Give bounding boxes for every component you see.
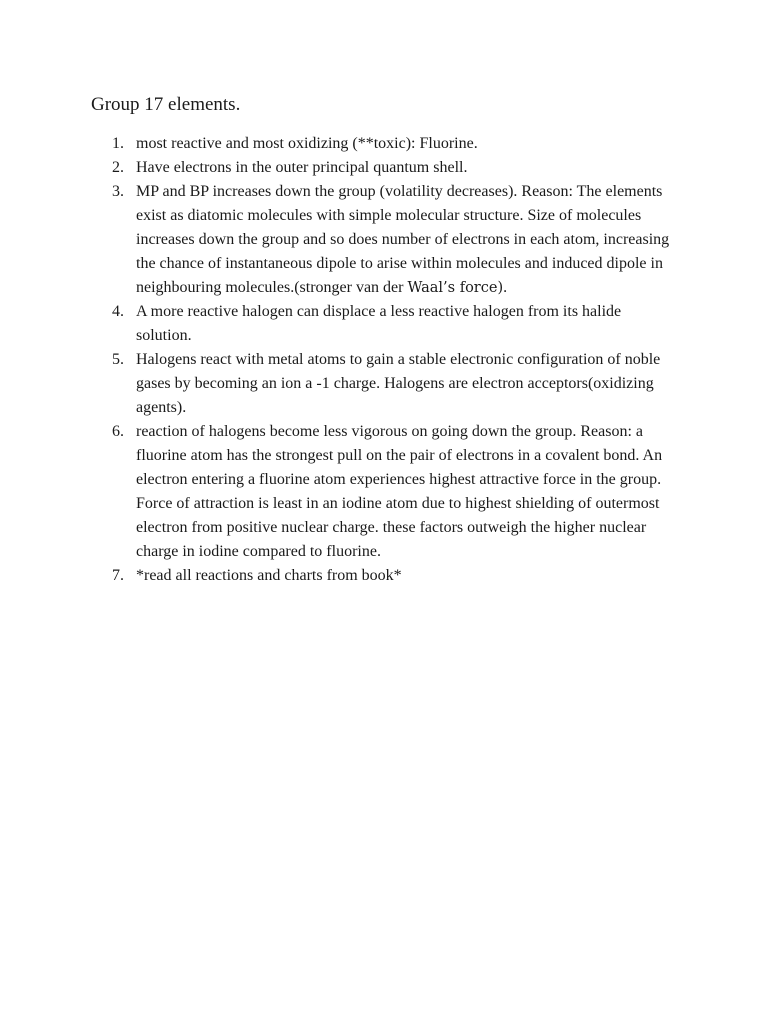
list-item-text: *read all reactions and charts from book* <box>136 567 402 584</box>
list-item-text-block <box>136 180 680 300</box>
list-item <box>0 180 680 300</box>
list-item <box>0 348 680 420</box>
document-title: Group 17 elements. <box>91 94 241 115</box>
list-item-text: Halogens react with metal atoms to gain a stable electronic configuration of noble gases by becoming an ion a -1 charge. Halogens are electron acceptors(oxidizing agents). <box>136 351 661 416</box>
list-item-text: reaction of halogens become less vigorous on going down the group. Reason: a fluorine atom has the strongest pull on the pair of electrons in a covalent bond. An electron entering a fluorine atom experiences highest attractive force in the group. Force of attraction is least in an iodine atom due to highest shielding of outermost electron from positive nuclear charge. these factors outweigh the higher nuclear charge in iodine compared to fluorine. <box>136 423 663 560</box>
list-item <box>0 420 680 564</box>
list-item-text: A more reactive halogen can displace a less reactive halogen from its halide solution. <box>136 303 622 344</box>
list-item-text: MP and BP increases down the group (volatility decreases). Reason: The elements exist as diatomic molecules with simple molecular structure. Size of molecules increases down the group and so does number of electrons in each atom, increasing the chance of instantaneous dipole to arise within molecules and induced dipole in neighbouring molecules.(stronger van der <box>136 183 670 296</box>
list-item-number: 6. <box>112 423 124 440</box>
list-item-text: Have electrons in the outer principal quantum shell. <box>136 159 468 176</box>
list-item-number: 2. <box>112 159 124 176</box>
list-item <box>0 300 680 348</box>
list-item-number: 1. <box>112 135 124 152</box>
list-item-text-alt-font: Waal’s force) <box>407 280 504 296</box>
numbered-list <box>0 132 680 588</box>
list-item-number: 3. <box>112 183 124 200</box>
list-item <box>0 564 680 588</box>
list-item <box>0 132 680 156</box>
list-item-number: 4. <box>112 303 124 320</box>
list-item-number: 7. <box>112 567 124 584</box>
list-item-text: most reactive and most oxidizing (**toxic): Fluorine. <box>136 135 478 152</box>
list-item-text-end: . <box>503 279 508 296</box>
list-item <box>0 156 680 180</box>
list-item-number: 5. <box>112 351 124 368</box>
